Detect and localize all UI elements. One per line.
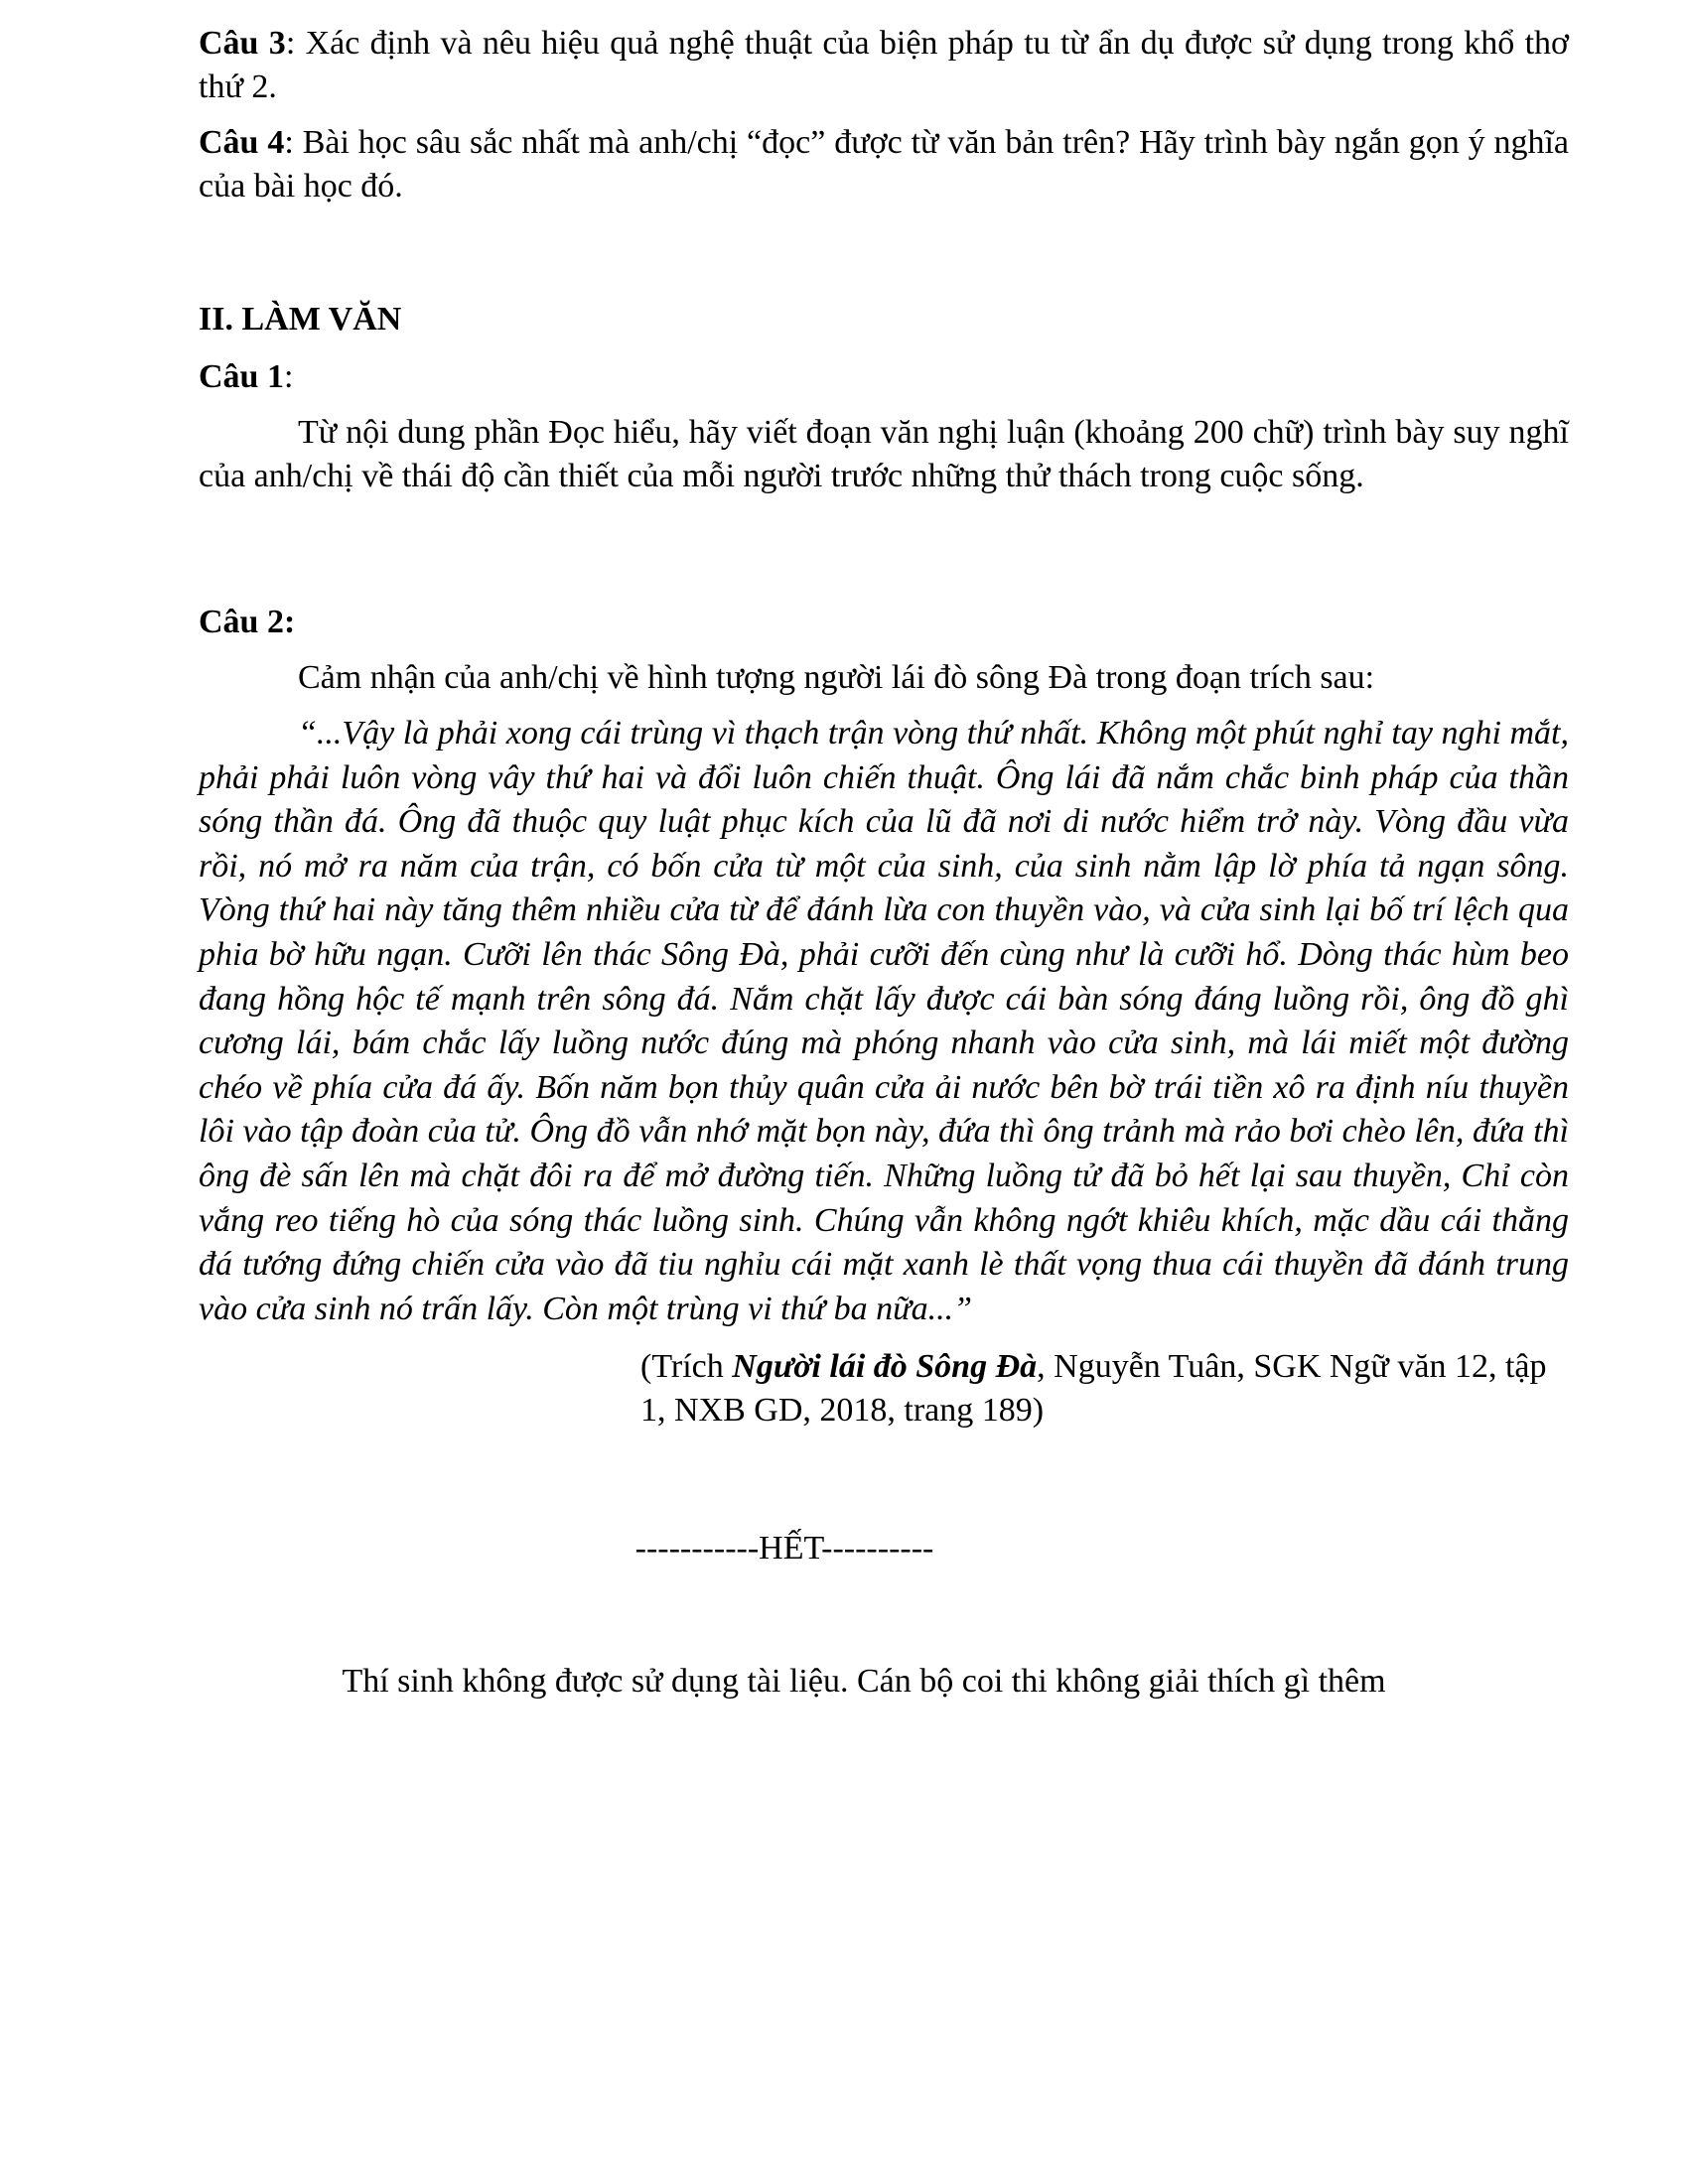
end-mark: -----------HẾT---------- [634,1530,934,1568]
exam-page [199,22,1569,1704]
source-work-title: Người lái đò Sông Đà [732,1348,1038,1386]
excerpt-source [640,1345,1569,1433]
essay-question-2-prompt: Cảm nhận của anh/chị về hình tượng người lái đò sông Đà trong đoạn trích sau: [298,659,1375,696]
question-3 [199,22,1569,109]
essay-question-1-text: Từ nội dung phần Đọc hiểu, hãy viết đoạn văn nghị luận (khoảng 200 chữ) trình bày suy nghĩ của anh/chị về thái độ cần thiết của mỗi người trước những thử thách trong cuộc sống. [199,414,1569,494]
question-4 [199,121,1569,208]
essay-question-1-colon: : [283,358,294,395]
essay-question-1-label: Câu 1 [199,358,284,395]
source-details: , Nguyễn Tuân, SGK Ngữ văn 12, tập 1, NXB GD, 2018, trang 189) [640,1348,1547,1430]
footer-note: Thí sinh không được sử dụng tài liệu. Cán bộ coi thi không giải thích gì thêm [342,1663,1386,1701]
section-heading-lam-van: II. LÀM VĂN [199,301,402,338]
question-4-label: Câu 4 [199,124,285,161]
question-4-text: : Bài học sâu sắc nhất mà anh/chị “đọc” được từ văn bản trên? Hãy trình bày ngắn gọn ý nghĩa của bài học đó. [199,124,1569,205]
source-prefix: (Trích [640,1348,733,1386]
essay-question-2-label: Câu 2: [199,604,296,640]
essay-question-1-title [199,355,1569,399]
question-3-label: Câu 3 [199,25,286,62]
excerpt-quote: “...Vậy là phải xong cái trùng vì thạch trận vòng thứ nhất. Không một phút nghỉ tay nghi mắt, phải phải luôn vòng vây thứ hai và đổi luôn chiến thuật. Ông lái đã nắm chắc binh pháp của thần sóng thần đá. Ông đã thuộc quy luật phục kích của lũ đã nơi di nước hiểm trở này. Vòng đầu vừa rồi, nó mở ra năm của trận, có bốn cửa từ một của sinh, của sinh nằm lập lờ phía tả ngạn sông. Vòng thứ hai này tăng thêm nhiều cửa từ để đánh lừa con thuyền vào, và cửa sinh lại bố trí lệch qua phia bờ hữu ngạn. Cưỡi lên thác Sông Đà, phải cưỡi đến cùng như là cưỡi hổ. Dòng thác hùm beo đang hồng hộc tế mạnh trên sông đá. Nắm chặt lấy được cái bàn sóng đáng luồng rồi, ông đồ ghì cương lái, bám chắc lấy luồng nước đúng mà phóng nhanh vào cửa sinh, mà lái miết một đường chéo về phía cửa đá ấy. Bốn năm bọn thủy quân cửa ải nước bên bờ trái tiền xô ra định níu thuyền lôi vào tập đoàn của tử. Ông đồ vẫn nhớ mặt bọn này, đứa thì ông trảnh mà rảo bơi chèo lên, đứa thì ông đè sấn lên mà chặt đôi ra để mở đường tiến. Những luồng tử đã bỏ hết lại sau thuyền, Chỉ còn vắng reo tiếng hò của sóng thác luồng sinh. Chúng vẫn không ngớt khiêu khích, mặc dầu cái thằng đá tướng đứng chiến cửa vào đã tiu nghỉu cái mặt xanh lè thất vọng thua cái thuyền đã đánh trung vào cửa sinh nó trấn lấy. Còn một trùng vi thứ ba nữa...” [199,715,1569,1327]
question-3-text: : Xác định và nêu hiệu quả nghệ thuật của biện pháp tu từ ẩn dụ được sử dụng trong khổ thơ thứ 2. [199,25,1569,105]
